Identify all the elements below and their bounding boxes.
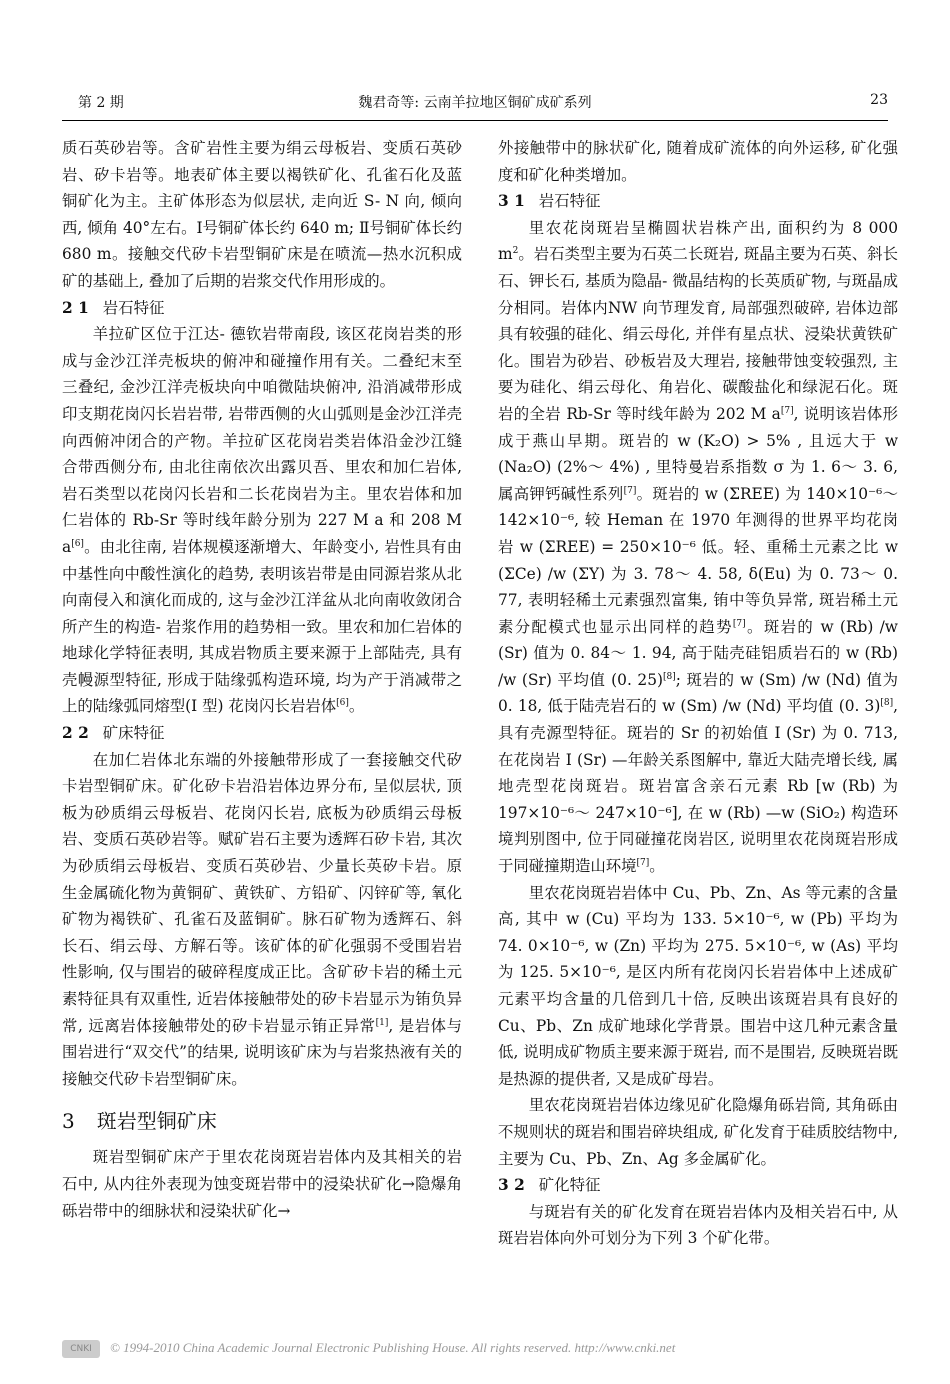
paragraph: 外接触带中的脉状矿化, 随着成矿流体的向外运移, 矿化强度和矿化种类增加。 (498, 139, 898, 184)
section-title: 矿床特征 (102, 724, 165, 743)
copyright-notice: © 1994-2010 China Academic Journal Electronic Publishing House. All rights reserved. http://www.cnki.net (110, 1340, 676, 1355)
paragraph (498, 215, 898, 880)
text-run: , 说明该岩体形成于燕山早期。斑岩的 w (K₂O) > 5% , 且远大于 w (Na₂O) (2%～ 4%) , 里特曼岩系指数 σ 为 1. 6～ 3. 6, 属高钾钙碱性系列 (498, 404, 898, 503)
section-heading-3-2 (498, 1172, 898, 1199)
paragraph: 质石英砂岩等。含矿岩性主要为绢云母板岩、变质石英砂岩、矽卡岩等。地表矿体主要以褐铁矿化、孔雀石化及蓝铜矿化为主。主矿体形态为似层状, 走向近 S- N 向, 倾向西, 倾角 40°左右。Ⅰ号铜矿体长约 640 m; Ⅱ号铜矿体长约 680 m。接触交代矽卡岩型铜矿床是在喷流—热水沉积成矿的基础上, 叠加了后期的岩浆交代作用形成的。 (62, 139, 462, 290)
section-title: 岩石特征 (102, 298, 165, 317)
text-run: , 具有壳源型特征。斑岩的 Sr 的初始值 I (Sr) 为 0. 713, 在花岗岩 I (Sr) —年龄关系图解中, 靠近大陆壳增长线, 属地壳型花岗斑岩。斑岩富含亲石元素 Rb [w (Rb) 为 197×10⁻⁶～ 247×10⁻⁶], 在 w (Rb) —w (SiO₂) 构造环境判别图中, 位于同碰撞花岗岩区, 说明里农花岗斑岩形成于同碰撞期造山环境 (498, 697, 898, 876)
citation: [8] (880, 698, 894, 709)
text-run: 。斑岩的 w (Rb) /w (Sr) 值为 0. 84～ 1. 94, 高于陆壳硅铝质岩石的 w (Rb) /w (Sr) 平均值 (0. 25) (498, 617, 898, 689)
running-title: 魏君奇等: 云南羊拉地区铜矿成矿系列 (358, 95, 592, 111)
section-title: 岩石特征 (538, 192, 601, 211)
text-run: 。 (649, 857, 665, 876)
paragraph: 里农花岗斑岩岩体边缘见矿化隐爆角砾岩筒, 其角砾由不规则状的斑岩和围岩碎块组成, 矿化发育于硅质胶结物中, 主要为 Cu、Pb、Zn、Ag 多金属矿化。 (498, 1096, 898, 1168)
text-run: 羊拉矿区位于江达- 德钦岩带南段, 该区花岗岩类的形成与金沙江洋壳板块的俯冲和碰撞作用有关。二叠纪末至三叠纪, 金沙江洋壳板块向中咱微陆块俯冲, 沿消减带形成印支期花岗闪长岩岩带, 岩带西侧的火山弧则是金沙江洋壳向西俯冲闭合的产物。羊拉矿区花岗岩类岩体沿金沙江缝合带西侧分布, 由北往南依次出露贝吾、里农和加仁岩体, 岩石类型以花岗闪长岩和二长花岗岩为主。里农岩体和加仁岩体的 Rb-Sr 等时线年龄分别为 227 M a 和 208 M a (62, 325, 462, 556)
section-heading-2-2 (62, 720, 462, 747)
paragraph (62, 321, 462, 720)
text-run: 。斑岩的 w (ΣREE) 为 140×10⁻⁶～ 142×10⁻⁶, 较 Heman 在 1970 年测得的世界平均花岗岩 w (ΣREE) = 250×10⁻⁶ 低。轻、重稀土元素之比 w (ΣCe) /w (ΣY) 为 3. 78～ 4. 58, δ(Eu) 为 0. 73～ 0. 77, 表明轻稀土元素强烈富集, 铕中等负异常, 斑岩稀土元素分配模式也显示出同样的趋势 (498, 484, 898, 636)
paragraph: 里农花岗斑岩岩体中 Cu、Pb、Zn、As 等元素的含量高, 其中 w (Cu) 平均为 133. 5×10⁻⁶, w (Pb) 平均为 74. 0×10⁻⁶, w (Zn) 平均为 275. 5×10⁻⁶, w (As) 平均为 125. 5×10⁻⁶, 是区内所有花岗闪长岩岩体中上述成矿元素平均含量的几倍到几十倍, 反映出该斑岩具有良好的 Cu、Pb、Zn 成矿地球化学背景。围岩中这几种元素含量低, 说明成矿物质主要来源于斑岩, 而不是围岩, 反映斑岩既是热源的提供者, 又是成矿母岩。 (498, 883, 898, 1088)
section-heading-3 (62, 1106, 462, 1136)
superscript: 2 (512, 246, 519, 257)
running-header (62, 92, 888, 118)
page-number: 23 (870, 92, 888, 108)
section-number: 3 1 (498, 192, 525, 211)
citation: [7] (636, 857, 650, 868)
publisher-logo-icon: CNKI (62, 1340, 100, 1358)
paragraph: 斑岩型铜矿床产于里农花岗斑岩岩体内及其相关的岩石中, 从内往外表现为蚀变斑岩带中的浸染状矿化→隐爆角砾岩带中的细脉状和浸染状矿化→ (62, 1148, 462, 1220)
right-column (498, 135, 898, 1252)
paragraph (62, 747, 462, 1093)
citation: [7] (732, 618, 746, 629)
text-run: 在加仁岩体北东端的外接触带形成了一套接触交代矽卡岩型铜矿床。矿化矽卡岩沿岩体边界分布, 呈似层状, 顶板为砂质绢云母板岩、花岗闪长岩, 底板为砂质绢云母板岩、变质石英砂岩等。赋矿岩石主要为透辉石矽卡岩, 其次为砂质绢云母板岩、变质石英砂岩、少量长英矽卡岩。原生金属硫化物为黄铜矿、黄铁矿、方铅矿、闪锌矿等, 氧化矿物为褐铁矿、孔雀石及蓝铜矿。脉石矿物为透辉石、斜长石、绢云母、方解石等。该矿体的矿化强弱不受围岩岩性影响, 仅与围岩的破碎程度成正比。含矿矽卡岩的稀土元素特征具有双重性, 近岩体接触带处的矽卡岩显示为铕负异常, 远离岩体接触带处的矽卡岩显示铕正异常 (62, 750, 462, 1035)
citation: [7] (780, 405, 794, 416)
text-run: 。由北往南, 岩体规模逐渐增大、年龄变小, 岩性具有由中基性向中酸性演化的趋势, 表明该岩带是由同源岩浆从北向南侵入和演化而成的, 这与金沙江洋盆从北向南收敛闭合所产生的构造- 岩浆作用的趋势相一致。里农和加仁岩体的地球化学特征表明, 其成岩物质主要来源于上部陆壳, 具有壳幔源型特征, 形成于陆缘弧构造环境, 均为产于消减带之上的陆缘弧同熔型(I 型) 花岗闪长岩岩体 (62, 537, 462, 716)
citation: [1] (375, 1017, 389, 1028)
section-title: 斑岩型铜矿床 (96, 1109, 217, 1134)
left-column (62, 135, 462, 1224)
citation: [6] (336, 698, 349, 709)
paragraph: 与斑岩有关的矿化发育在斑岩岩体内及相关岩石中, 从斑岩岩体向外可划分为下列 3 个矿化带。 (498, 1202, 898, 1248)
section-number: 3 2 (498, 1176, 525, 1195)
text-run: 。 (348, 697, 365, 716)
text-run: 。岩石类型主要为石英二长斑岩, 斑晶主要为石英、斜长石、钾长石, 基质为隐晶- 微晶结构的长英质矿物, 与斑晶成分相同。岩体内NW 向节理发育, 局部强烈破碎, 岩体边部具有较强的硅化、绢云母化, 并伴有星点状、浸染状黄铁矿化。围岩为砂岩、砂板岩及大理岩, 接触带蚀变较强烈, 主要为硅化、绢云母化、角岩化、碳酸盐化和绿泥石化。斑岩的全岩 Rb-Sr 等时线年龄为 202 M a (498, 245, 898, 423)
section-title: 矿化特征 (538, 1176, 601, 1195)
citation: [6] (71, 538, 84, 549)
section-number: 3 (62, 1109, 75, 1134)
text-run: , 是岩体与围岩进行“双交代”的结果, 说明该矿床为与岩浆热液有关的接触交代矽卡岩型铜矿床。 (62, 1016, 462, 1088)
section-number: 2 2 (62, 724, 89, 743)
citation: [8] (663, 671, 676, 682)
header-rule (62, 120, 888, 121)
issue-number: 第 2 期 (78, 95, 124, 111)
citation: [7] (623, 485, 637, 496)
text-run: ; 斑岩的 w (Sm) /w (Nd) 值为 0. 18, 低于陆壳岩石的 w (Sm) /w (Nd) 平均值 (0. 3) (498, 670, 899, 716)
section-number: 2 1 (62, 298, 89, 317)
text-run: 里农花岗斑岩呈椭圆状岩株产出, 面积约为 8 000 m (498, 218, 898, 264)
section-heading-2-1 (62, 295, 462, 322)
footer (62, 1340, 888, 1364)
section-heading-3-1 (498, 188, 898, 215)
